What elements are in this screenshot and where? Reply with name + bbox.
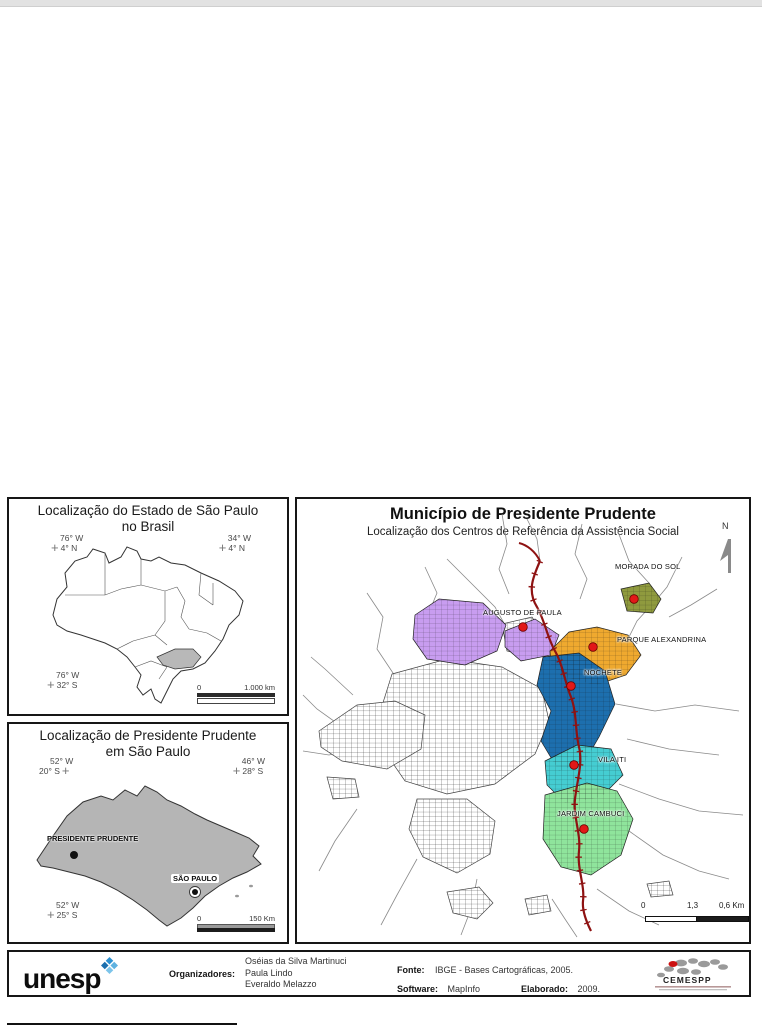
scale-segment-light xyxy=(645,916,697,922)
coordinate-top-right: 46° W + 28° S xyxy=(232,756,265,778)
label-nochete: NOCHETE xyxy=(584,668,623,677)
cemespp-subtext-line xyxy=(659,989,727,990)
scale-zero: 0 xyxy=(197,914,202,923)
presidente-prudente-label: PRESIDENTE PRUDENTE xyxy=(47,834,139,843)
scale-tick-end: 0,6 Km xyxy=(719,901,745,910)
label-augusto-de-paula: AUGUSTO DE PAULA xyxy=(483,608,562,617)
graticule-cross: + xyxy=(218,540,227,555)
brazil-title-line1: Localização do Estado de São Paulo xyxy=(37,503,259,518)
graticule-cross: + xyxy=(61,763,70,778)
source-line xyxy=(397,960,573,978)
graticule-cross: + xyxy=(51,540,59,555)
brazil-scale-bar xyxy=(197,683,275,704)
label-parque-alexandrina: PARQUE ALEXANDRINA xyxy=(617,635,707,644)
city-map xyxy=(297,499,749,942)
coordinate-bottom-left: 52° W + 25° S xyxy=(47,900,80,922)
organizer-name: Oséias da Silva Martinuci xyxy=(245,956,347,966)
scale-label: 1.000 km xyxy=(244,683,275,692)
top-bar xyxy=(0,0,762,7)
sp-title-line1: Localização de Presidente Prudente xyxy=(39,728,257,743)
cras-dot-jardim-cambuci xyxy=(580,825,589,834)
organizers-names xyxy=(245,956,347,991)
sp-title-line2: em São Paulo xyxy=(105,744,191,759)
cras-dot-vila-iti xyxy=(570,761,579,770)
scale-zero: 0 xyxy=(197,683,202,692)
cras-dot-nochete xyxy=(567,682,576,691)
brazil-outline xyxy=(53,547,243,703)
city-scale-bar xyxy=(645,916,749,922)
brazil-title-line2: no Brasil xyxy=(121,519,175,534)
elaborado-value: 2009. xyxy=(577,984,600,994)
sao-paulo-city-label: SÃO PAULO xyxy=(173,874,218,883)
elaborado-label: Elaborado: xyxy=(521,984,569,994)
scale-tick-mid: 1,3 xyxy=(687,901,699,910)
cemespp-red-dot xyxy=(669,961,678,967)
unesp-wordmark: unesp xyxy=(23,963,101,994)
coastal-island xyxy=(249,885,253,888)
north-label: N xyxy=(722,521,729,531)
organizer-name: Everaldo Melazzo xyxy=(245,979,317,989)
scale-label: 150 Km xyxy=(249,914,275,923)
scale-bar-light xyxy=(197,698,275,704)
map-title: Município de Presidente Prudente xyxy=(390,505,656,523)
organizer-name: Paula Lindo xyxy=(245,967,293,978)
label-jardim-cambuci: JARDIM CAMBUCI xyxy=(557,809,625,818)
coordinate-top-left: 52° W 20° S + xyxy=(39,756,74,778)
cemespp-logo-graphic xyxy=(647,956,739,994)
sp-scale-bar xyxy=(197,914,275,932)
cemespp-subtext-line xyxy=(655,986,731,988)
coordinate-top-right: 34° W + 4° N xyxy=(218,533,251,555)
graticule-cross: + xyxy=(47,677,55,692)
presidente-prudente-dot xyxy=(70,851,78,859)
map-subtitle: Localização dos Centros de Referência da Assistência Social xyxy=(367,526,679,538)
cras-dot-augusto-de-paula xyxy=(519,623,528,632)
scale-bar-dark xyxy=(197,693,275,697)
fonte-value: IBGE - Bases Cartográficas, 2005. xyxy=(434,965,574,975)
sao-paulo-city-dot xyxy=(192,889,198,895)
credits-footer xyxy=(7,950,751,997)
coastal-island xyxy=(235,895,239,898)
elaborated-line xyxy=(521,979,600,997)
cemespp-wordmark: CEMESPP xyxy=(663,975,712,985)
municipality-map-panel xyxy=(295,497,751,944)
scale-tick-0: 0 xyxy=(641,901,646,910)
label-morada-do-sol: MORADA DO SOL xyxy=(615,562,681,571)
unesp-logo xyxy=(23,957,118,995)
coordinate-bottom-left: 76° W + 32° S xyxy=(47,670,80,692)
software-label: Software: xyxy=(397,984,439,994)
fonte-label: Fonte: xyxy=(397,965,425,975)
footnote-separator xyxy=(7,1023,237,1025)
railway-branch xyxy=(519,543,540,561)
software-value: MapInfo xyxy=(447,984,480,994)
cemespp-logo xyxy=(647,956,739,999)
cras-dot-parque-alexandrina xyxy=(589,643,598,652)
graticule-cross: + xyxy=(47,907,55,922)
label-vila-iti: VILA ITI xyxy=(598,755,627,764)
unesp-logo-icon xyxy=(101,957,118,974)
scale-bar-dark xyxy=(197,928,275,932)
scale-segment-dark xyxy=(697,916,749,922)
coordinate-top-left: 76° W + 4° N xyxy=(51,533,84,555)
software-line xyxy=(397,979,480,997)
sao-paulo-locator-panel xyxy=(7,722,289,944)
graticule-cross: + xyxy=(232,763,241,778)
cras-dot-morada-do-sol xyxy=(630,595,639,604)
north-arrow-icon xyxy=(720,539,731,573)
organizers-label: Organizadores: xyxy=(169,969,236,979)
brazil-locator-panel xyxy=(7,497,289,716)
